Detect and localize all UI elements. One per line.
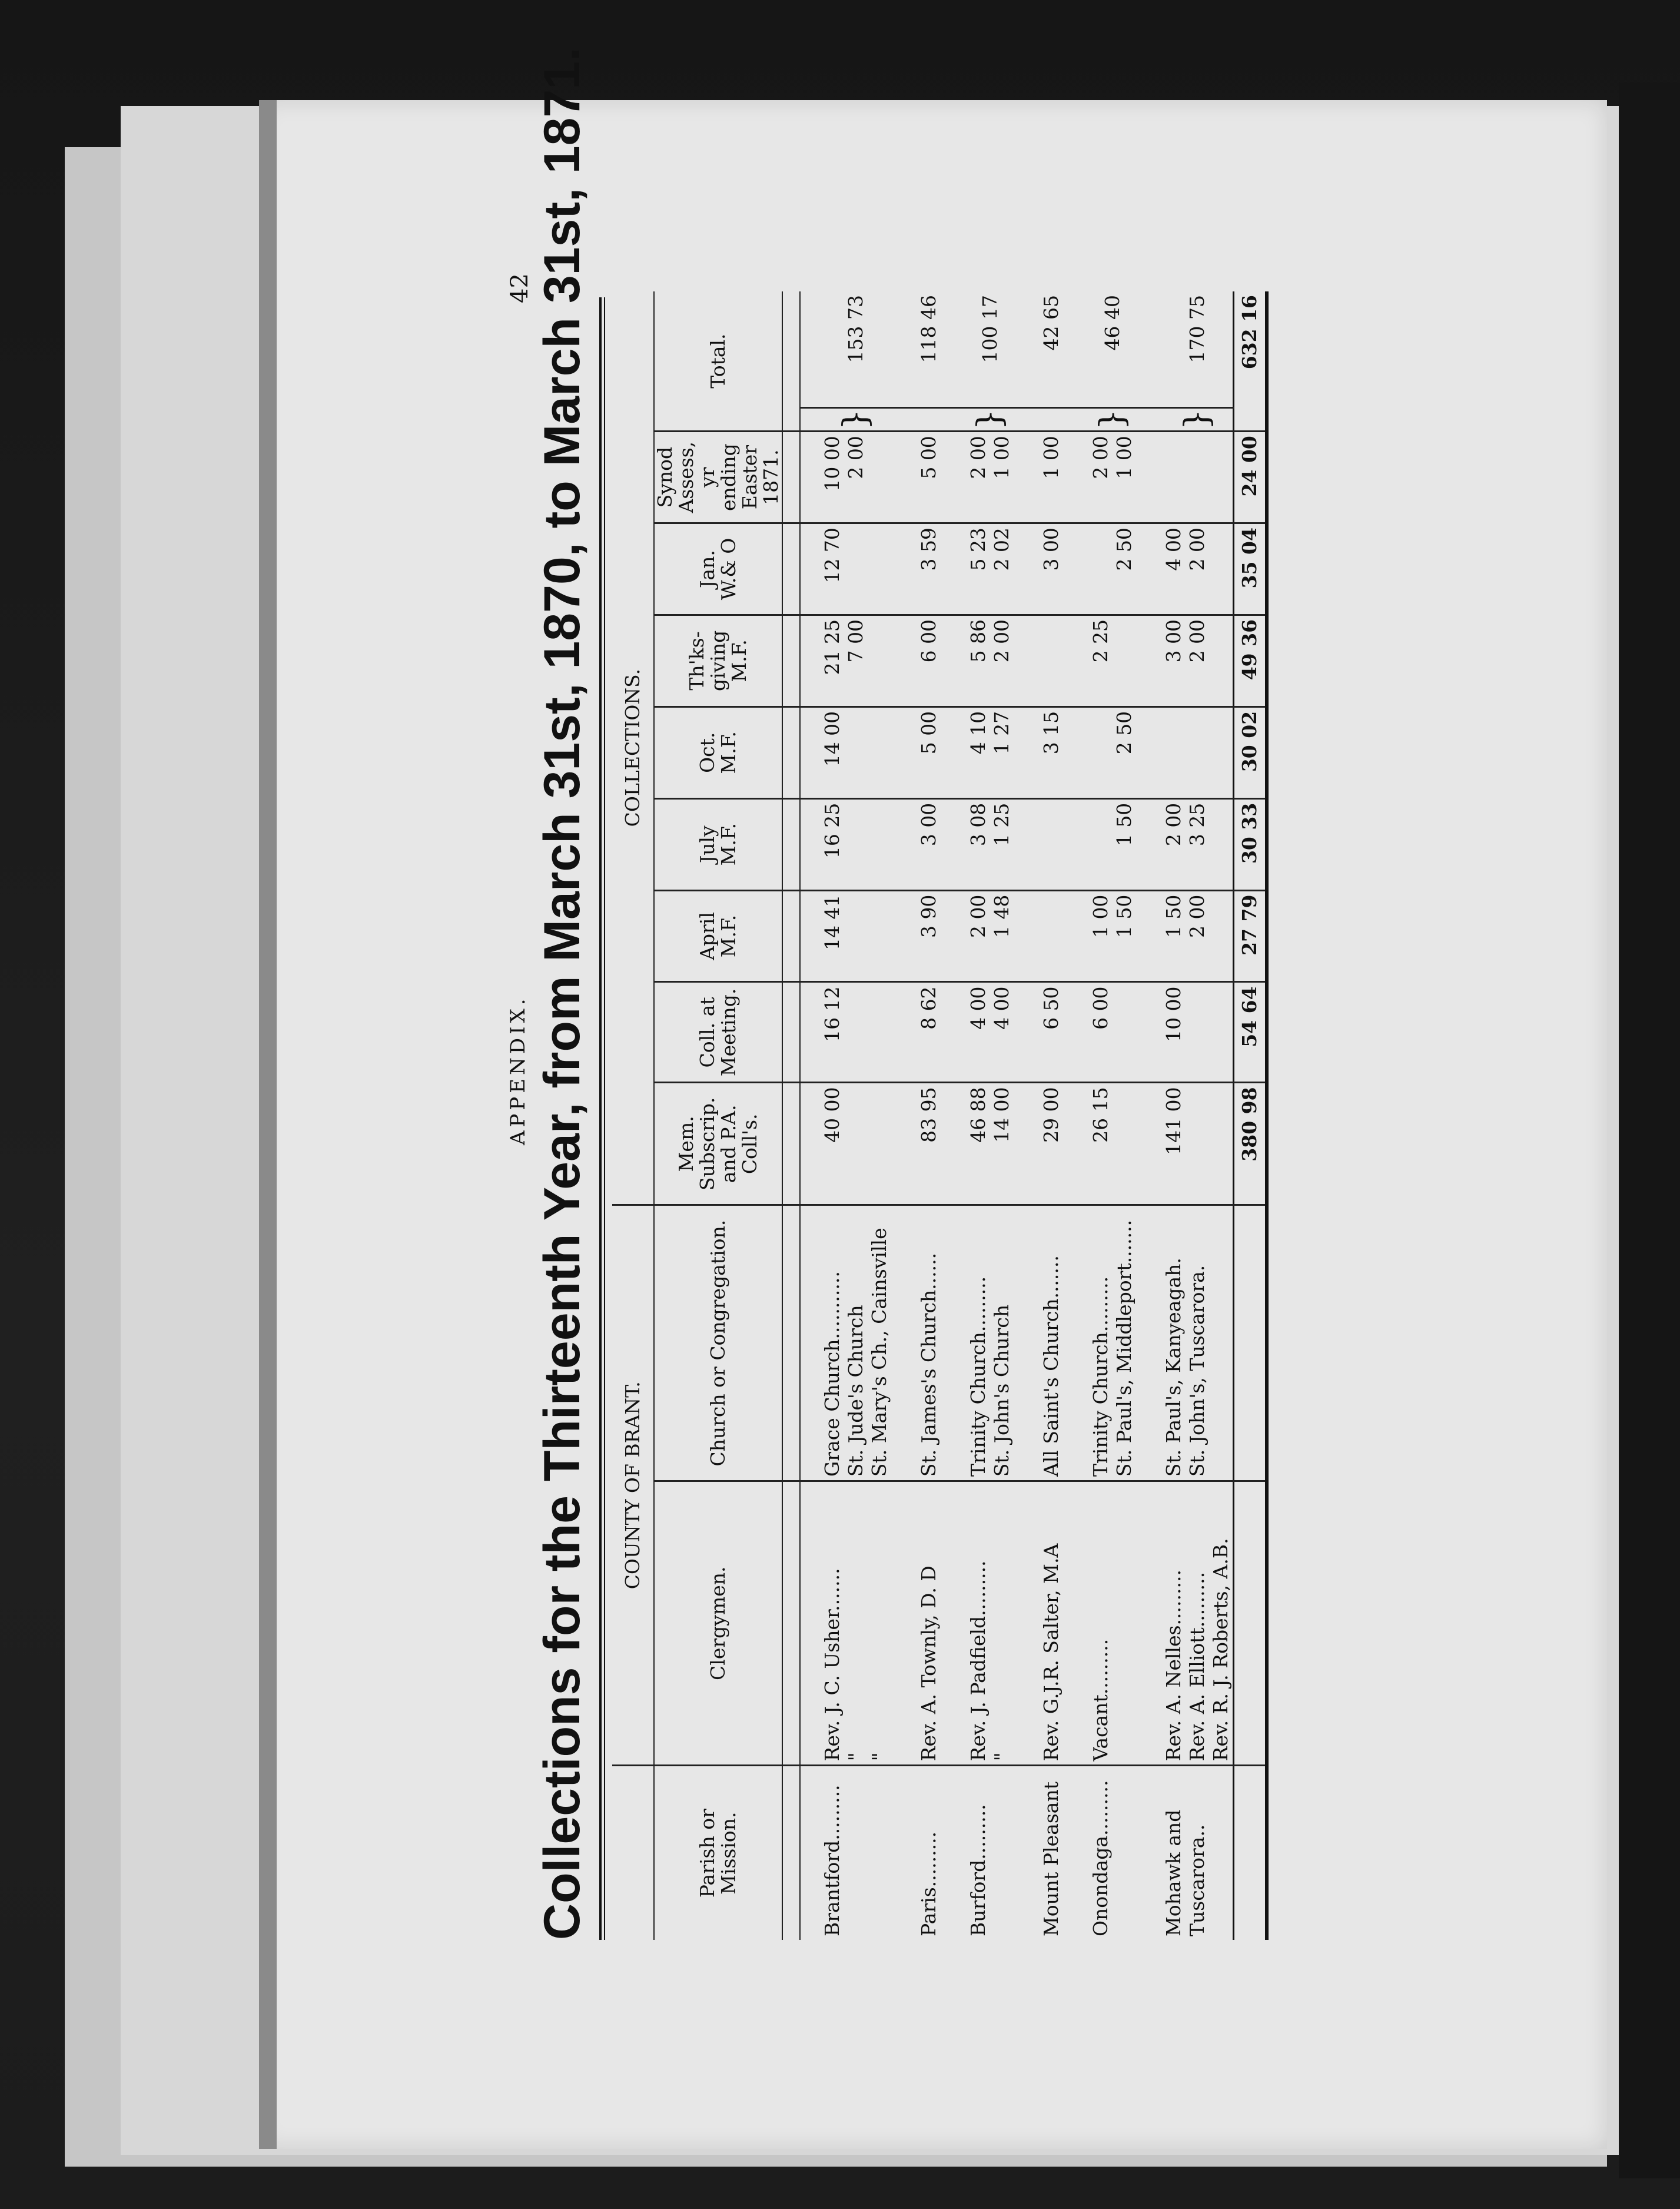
cell-synod: 2 00 xyxy=(941,432,990,523)
cell-coll: 8 62 xyxy=(891,982,941,1083)
cell-april: 1 50 xyxy=(1136,890,1186,982)
total-synod: 24 00 xyxy=(1234,432,1267,523)
totals-row xyxy=(1234,291,1267,1940)
cell-clergy xyxy=(1113,1481,1136,1766)
total-april: 27 79 xyxy=(1234,890,1267,982)
title-rule xyxy=(604,297,605,1940)
cell-jan: 12 70 xyxy=(800,523,844,615)
cell-synod xyxy=(868,432,891,523)
total-thanks: 49 36 xyxy=(1234,615,1267,707)
cell-clergy: Rev. G.J.R. Salter, M.A xyxy=(1014,1481,1063,1766)
cell-synod: 1 00 xyxy=(990,432,1014,523)
header-spacer xyxy=(782,291,800,432)
totals-blank xyxy=(1234,1205,1267,1481)
running-head: APPENDIX. xyxy=(506,995,530,1145)
cell-mem: 83 95 xyxy=(891,1083,941,1205)
col-july: July M.F. xyxy=(654,798,782,890)
cell-april xyxy=(1014,890,1063,982)
col-coll: Coll. at Meeting. xyxy=(654,982,782,1083)
cell-oct xyxy=(1186,707,1209,798)
cell-church: St. John's, Tuscarora. xyxy=(1186,1205,1209,1481)
cell-total: 100 17 xyxy=(941,291,1014,408)
cell-july: 3 00 xyxy=(891,798,941,890)
cell-mem xyxy=(868,1083,891,1205)
cell-thanks xyxy=(1209,615,1234,707)
table-row xyxy=(1063,291,1113,1940)
cell-coll xyxy=(868,982,891,1083)
table-row xyxy=(800,291,844,1940)
cell-church: St. Mary's Ch., Cainsville xyxy=(868,1205,891,1481)
cell-coll: 10 00 xyxy=(1136,982,1186,1083)
cell-parish: Brantford......... xyxy=(821,1785,844,1936)
cell-oct xyxy=(868,707,891,798)
cell-clergy: Rev. J. Padfield......... xyxy=(941,1481,990,1766)
group-brace: } xyxy=(1136,408,1234,432)
cell-synod: 5 00 xyxy=(891,432,941,523)
cell-clergy: " xyxy=(868,1481,891,1766)
cell-jan xyxy=(844,523,868,615)
cell-april xyxy=(868,890,891,982)
total-coll: 54 64 xyxy=(1234,982,1267,1083)
cell-oct: 14 00 xyxy=(800,707,844,798)
cell-clergy: Rev. A. Elliott......... xyxy=(1186,1481,1209,1766)
cell-thanks: 6 00 xyxy=(891,615,941,707)
header-spacer xyxy=(782,1083,800,1205)
title-rule xyxy=(599,297,602,1940)
cell-total: 118 46 xyxy=(891,291,941,408)
cell-mem xyxy=(1113,1083,1136,1205)
cell-coll xyxy=(844,982,868,1083)
cell-april: 1 50 xyxy=(1113,890,1136,982)
table-row xyxy=(1186,291,1209,1940)
col-total: Total. xyxy=(654,291,782,432)
cell-jan xyxy=(868,523,891,615)
cell-coll: 4 00 xyxy=(990,982,1014,1083)
cell-mem: 14 00 xyxy=(990,1083,1014,1205)
totals-blank xyxy=(1234,1766,1267,1940)
cell-coll: 6 50 xyxy=(1014,982,1063,1083)
cell-april: 1 48 xyxy=(990,890,1014,982)
cell-july xyxy=(844,798,868,890)
col-thanksgiving: Th'ks-giving M.F. xyxy=(654,615,782,707)
cell-april: 2 00 xyxy=(1186,890,1209,982)
cell-church: Grace Church........... xyxy=(800,1205,844,1481)
cell-coll: 6 00 xyxy=(1063,982,1113,1083)
cell-thanks: 2 25 xyxy=(1063,615,1113,707)
cell-april: 1 00 xyxy=(1063,890,1113,982)
header-spacer xyxy=(782,1205,800,1481)
cell-thanks: 2 00 xyxy=(1186,615,1209,707)
cell-total: 46 40 xyxy=(1063,291,1136,408)
cell-synod xyxy=(1209,432,1234,523)
cell-parish xyxy=(1113,1766,1136,1940)
cell-oct xyxy=(1136,707,1186,798)
cell-coll xyxy=(1113,982,1136,1083)
cell-parish xyxy=(990,1766,1014,1940)
cell-coll: 4 00 xyxy=(941,982,990,1083)
col-synod: Synod Assess, yr ending Easter 1871. xyxy=(654,432,782,523)
cell-clergy: Rev. R. J. Roberts, A.B. xyxy=(1209,1481,1234,1766)
cell-clergy: " xyxy=(990,1481,1014,1766)
cell-parish: Burford......... xyxy=(967,1804,990,1936)
cell-jan: 3 00 xyxy=(1014,523,1063,615)
cell-july: 16 25 xyxy=(800,798,844,890)
cell-synod xyxy=(1186,432,1209,523)
table-row xyxy=(1014,291,1063,1940)
cell-coll: 16 12 xyxy=(800,982,844,1083)
cell-jan: 2 02 xyxy=(990,523,1014,615)
total-oct: 30 02 xyxy=(1234,707,1267,798)
header-spacer xyxy=(782,982,800,1083)
cell-total: 42 65 xyxy=(1014,291,1063,408)
cell-april: 14 41 xyxy=(800,890,844,982)
cell-july: 1 50 xyxy=(1113,798,1136,890)
cell-mem: 26 15 xyxy=(1063,1083,1113,1205)
cell-july xyxy=(1014,798,1063,890)
page-number: 42 xyxy=(506,273,533,303)
cell-clergy: Rev. A. Nelles......... xyxy=(1136,1481,1186,1766)
cell-july xyxy=(1209,798,1234,890)
cell-oct: 5 00 xyxy=(891,707,941,798)
group-brace: } xyxy=(800,408,891,432)
cell-july: 3 25 xyxy=(1186,798,1209,890)
col-church: Church or Congregation. xyxy=(654,1205,782,1481)
cell-parish: Paris......... xyxy=(917,1831,940,1936)
col-oct: Oct. M.F. xyxy=(654,707,782,798)
header-spacer xyxy=(782,1766,800,1940)
cell-synod xyxy=(1136,432,1186,523)
cell-church: All Saint's Church....... xyxy=(1014,1205,1063,1481)
cell-jan xyxy=(1063,523,1113,615)
cell-church: Trinity Church......... xyxy=(941,1205,990,1481)
table-row xyxy=(990,291,1014,1940)
cell-synod: 10 00 xyxy=(800,432,844,523)
cell-church: St. James's Church...... xyxy=(891,1205,941,1481)
cell-april: 2 00 xyxy=(941,890,990,982)
cell-clergy: Rev. J. C. Usher....... xyxy=(800,1481,844,1766)
cell-mem: 29 00 xyxy=(1014,1083,1063,1205)
cell-jan: 5 23 xyxy=(941,523,990,615)
cell-clergy: Rev. A. Townly, D. D xyxy=(891,1481,941,1766)
cell-thanks: 5 86 xyxy=(941,615,990,707)
cell-parish xyxy=(844,1766,868,1940)
cell-thanks: 3 00 xyxy=(1136,615,1186,707)
cell-jan: 2 50 xyxy=(1113,523,1136,615)
cell-church: St. John's Church xyxy=(990,1205,1014,1481)
total-mem: 380 98 xyxy=(1234,1083,1267,1205)
page-edge-shadow xyxy=(259,100,277,2149)
cell-april xyxy=(1209,890,1234,982)
county-header: COUNTY OF BRANT. xyxy=(612,1205,654,1766)
cell-mem: 40 00 xyxy=(800,1083,844,1205)
cell-thanks xyxy=(868,615,891,707)
cell-church: Trinity Church......... xyxy=(1063,1205,1113,1481)
cell-thanks xyxy=(1113,615,1136,707)
cell-oct: 2 50 xyxy=(1113,707,1136,798)
col-parish: Parish or Mission. xyxy=(654,1766,782,1940)
header-spacer xyxy=(782,1481,800,1766)
cell-july: 2 00 xyxy=(1136,798,1186,890)
table-row xyxy=(868,291,891,1940)
header-spacer xyxy=(782,432,800,523)
totals-blank xyxy=(1234,1481,1267,1766)
cell-thanks: 2 00 xyxy=(990,615,1014,707)
cell-parish xyxy=(1209,1766,1234,1940)
cell-jan: 4 00 xyxy=(1136,523,1186,615)
cell-thanks: 7 00 xyxy=(844,615,868,707)
cell-april xyxy=(844,890,868,982)
cell-church xyxy=(1209,1205,1234,1481)
right-edge-dark xyxy=(1619,82,1680,2178)
cell-jan: 2 00 xyxy=(1186,523,1209,615)
cell-total: 153 73 xyxy=(800,291,891,408)
header-spacer xyxy=(782,798,800,890)
total-july: 30 33 xyxy=(1234,798,1267,890)
col-april: April M.F. xyxy=(654,890,782,982)
cell-parish: Mohawk and xyxy=(1162,1809,1185,1936)
cell-total: 170 75 xyxy=(1136,291,1234,408)
group-brace: } xyxy=(1063,408,1136,432)
col-mem: Mem. Subscrip. and P.A. Coll's. xyxy=(654,1083,782,1205)
cell-synod: 2 00 xyxy=(1063,432,1113,523)
rotated-page-content xyxy=(506,47,1425,1940)
cell-july xyxy=(1063,798,1113,890)
cell-church: St. Paul's, Kanyeagah. xyxy=(1136,1205,1186,1481)
cell-mem: 141 00 xyxy=(1136,1083,1186,1205)
cell-parish xyxy=(868,1766,891,1940)
cell-coll xyxy=(1186,982,1209,1083)
table-row xyxy=(941,291,990,1940)
cell-mem xyxy=(1209,1083,1234,1205)
group-brace: } xyxy=(941,408,1014,432)
cell-april: 3 90 xyxy=(891,890,941,982)
cell-parish: Onondaga......... xyxy=(1089,1780,1112,1936)
cell-jan: 3 59 xyxy=(891,523,941,615)
cell-july xyxy=(868,798,891,890)
cell-clergy: Vacant......... xyxy=(1063,1481,1113,1766)
cell-parish: Tuscarora.. xyxy=(1186,1824,1208,1936)
cell-jan xyxy=(1209,523,1234,615)
table-row xyxy=(1209,291,1234,1940)
cell-july: 3 08 xyxy=(941,798,990,890)
col-jan: Jan. W.& O xyxy=(654,523,782,615)
group-brace xyxy=(891,408,941,432)
cell-thanks: 21 25 xyxy=(800,615,844,707)
table-row xyxy=(844,291,868,1940)
cell-oct: 4 10 xyxy=(941,707,990,798)
cell-church: St. Jude's Church xyxy=(844,1205,868,1481)
cell-oct: 3 15 xyxy=(1014,707,1063,798)
cell-mem: 46 88 xyxy=(941,1083,990,1205)
cell-thanks xyxy=(1014,615,1063,707)
cell-coll xyxy=(1209,982,1234,1083)
collections-header: COLLECTIONS. xyxy=(612,291,654,1205)
cell-oct xyxy=(1209,707,1234,798)
cell-synod: 2 00 xyxy=(844,432,868,523)
cell-oct xyxy=(1063,707,1113,798)
header-blank xyxy=(612,1766,654,1940)
cell-mem xyxy=(1186,1083,1209,1205)
cell-oct xyxy=(844,707,868,798)
cell-synod: 1 00 xyxy=(1014,432,1063,523)
cell-church: St. Paul's, Middleport....... xyxy=(1113,1205,1136,1481)
cell-parish: Mount Pleasant xyxy=(1040,1781,1063,1936)
header-spacer xyxy=(782,523,800,615)
header-spacer xyxy=(782,890,800,982)
grand-total: 632 16 xyxy=(1234,291,1267,432)
cell-clergy: " xyxy=(844,1481,868,1766)
table-row xyxy=(1136,291,1186,1940)
table-row xyxy=(891,291,941,1940)
cell-synod: 1 00 xyxy=(1113,432,1136,523)
header-spacer xyxy=(782,615,800,707)
collections-table xyxy=(612,291,1269,1940)
cell-july: 1 25 xyxy=(990,798,1014,890)
page-title: Collections for the Thirteenth Year, from March 31st, 1870, to March 31st, 1871. xyxy=(534,47,590,1940)
header-spacer xyxy=(782,707,800,798)
col-clergymen: Clergymen. xyxy=(654,1481,782,1766)
cell-oct: 1 27 xyxy=(990,707,1014,798)
total-jan: 35 04 xyxy=(1234,523,1267,615)
table-row xyxy=(1113,291,1136,1940)
cell-mem xyxy=(844,1083,868,1205)
group-brace xyxy=(1014,408,1063,432)
